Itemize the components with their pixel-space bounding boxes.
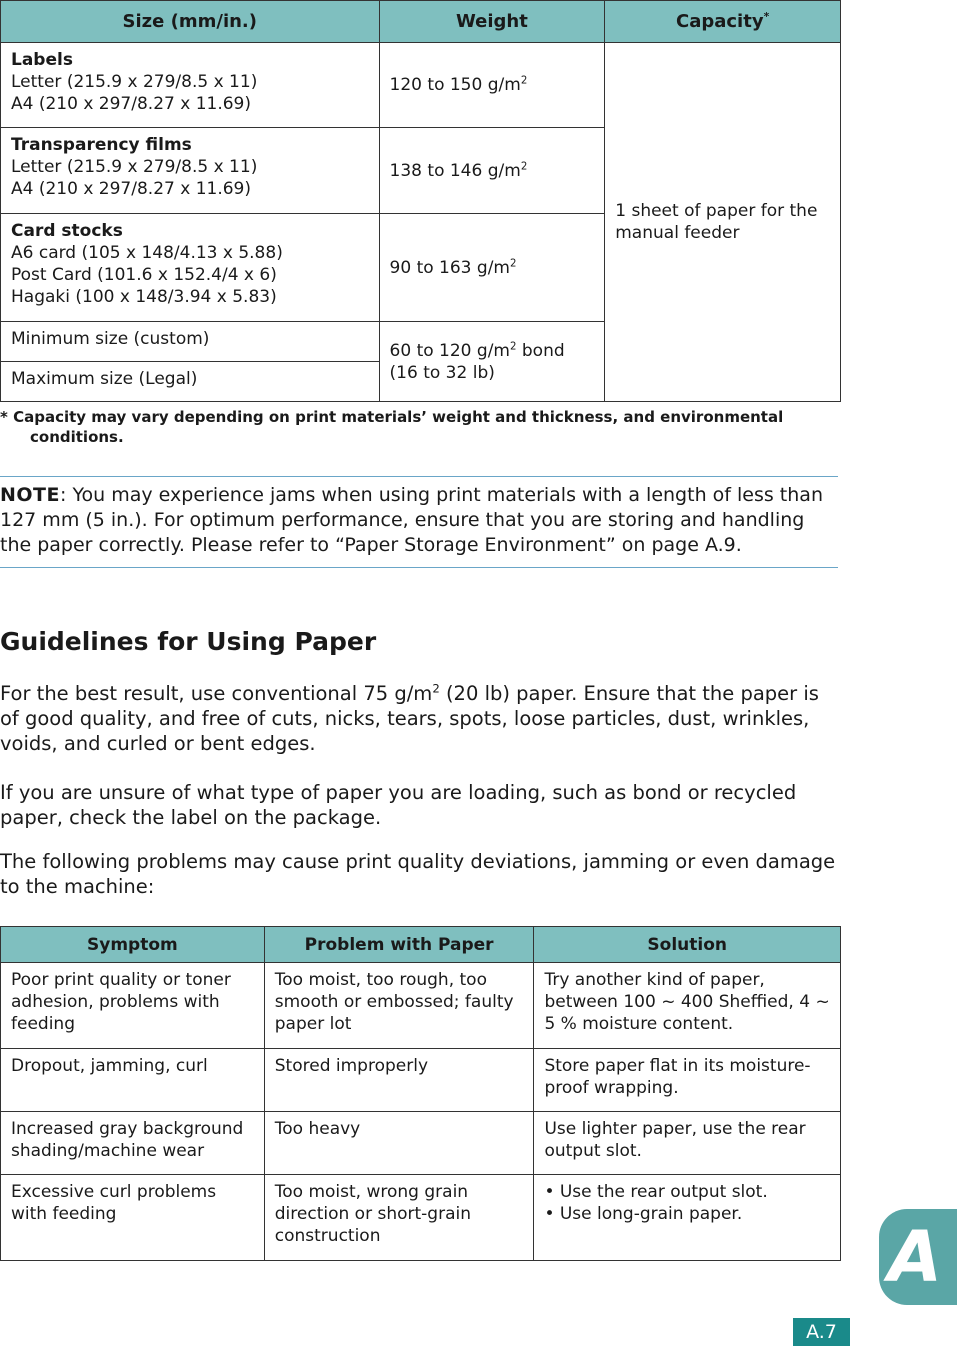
note-label: NOTE xyxy=(0,484,60,506)
transparency-size-letter: Letter (215.9 x 279/8.5 x 11) xyxy=(11,157,258,177)
symptom-cell: Excessive curl problems with feeding xyxy=(1,1175,265,1261)
table-row xyxy=(1,963,841,1049)
header-weight: Weight xyxy=(379,1,605,43)
header-solution: Solution xyxy=(534,927,841,963)
minimum-size-cell: Minimum size (custom) xyxy=(1,322,380,362)
solution-bullet: • Use the rear output slot. xyxy=(544,1182,768,1202)
header-problem: Problem with Paper xyxy=(264,927,534,963)
solution-bullet-list xyxy=(544,1181,830,1225)
capacity-cell: 1 sheet of paper for the manual feeder xyxy=(605,43,841,402)
solution-bullet: • Use long-grain paper. xyxy=(544,1204,743,1224)
min-max-weight-bond: bond xyxy=(516,340,565,361)
problem-cell: Too moist, too rough, too smooth or embossed; faulty paper lot xyxy=(264,963,534,1049)
labels-size-cell xyxy=(1,43,380,128)
solution-cell: Use lighter paper, use the rear output slot. xyxy=(534,1112,841,1175)
paper-problems-table xyxy=(0,926,841,1261)
maximum-size-cell: Maximum size (Legal) xyxy=(1,362,380,402)
table-row xyxy=(1,1112,841,1175)
symptom-cell: Poor print quality or toner adhesion, problems with feeding xyxy=(1,963,265,1049)
labels-title: Labels xyxy=(11,50,73,70)
header-symptom: Symptom xyxy=(1,927,265,963)
p1-text-b: (20 lb) paper. Ensure that the paper is of good quality, and free of cuts, nicks, tears, spots, loose particles, dust, wrinkles, voids, and curled or bent edges. xyxy=(0,682,819,755)
footnote-asterisk: * xyxy=(0,408,14,426)
media-size-table xyxy=(0,0,841,402)
min-max-weight-lb: (16 to 32 lb) xyxy=(389,362,495,383)
solution-cell: Store paper flat in its moisture-proof wrapping. xyxy=(534,1049,841,1112)
table-row xyxy=(1,1049,841,1112)
cards-title: Card stocks xyxy=(11,221,123,241)
cards-size-a6: A6 card (105 x 148/4.13 x 5.88) xyxy=(11,243,283,263)
labels-weight: 120 to 150 g/m xyxy=(389,75,521,95)
cards-size-hagaki: Hagaki (100 x 148/3.94 x 5.83) xyxy=(11,287,277,307)
transparency-size-cell xyxy=(1,128,380,214)
cards-weight-exponent: 2 xyxy=(509,257,517,269)
min-max-weight: 60 to 120 g/m xyxy=(389,340,510,361)
table-row xyxy=(1,1175,841,1261)
p1-exponent: 2 xyxy=(432,681,440,696)
problem-cell: Stored improperly xyxy=(264,1049,534,1112)
problems-table-header-row xyxy=(1,927,841,963)
labels-weight-cell xyxy=(379,43,605,128)
problem-cell: Too moist, wrong grain direction or short-grain construction xyxy=(264,1175,534,1261)
symptom-cell: Dropout, jamming, curl xyxy=(1,1049,265,1112)
p1-text-a: For the best result, use conventional 75 g/m xyxy=(0,682,433,705)
paragraph-conventional-paper xyxy=(0,681,840,756)
cards-size-cell xyxy=(1,214,380,322)
labels-size-a4: A4 (210 x 297/8.27 x 11.69) xyxy=(11,94,251,114)
labels-weight-exponent: 2 xyxy=(520,75,528,87)
capacity-asterisk: * xyxy=(763,10,770,23)
page-number: A.7 xyxy=(793,1318,850,1346)
chapter-tab: A xyxy=(879,1209,957,1305)
min-max-weight-exponent: 2 xyxy=(509,340,517,352)
note-text: : You may experience jams when using print materials with a length of less than 127 mm (5 in.). For optimum performance, ensure that you are storing and handling the paper correctly. Please refer to “Paper Storage Environment” on page A.9. xyxy=(0,484,823,556)
section-heading: Guidelines for Using Paper xyxy=(0,627,377,656)
paragraph-unsure-paper: If you are unsure of what type of paper you are loading, such as bond or recycled paper, check the label on the package. xyxy=(0,781,797,829)
capacity-footnote xyxy=(0,407,830,447)
paragraph-problems-intro: The following problems may cause print quality deviations, jamming or even damage to the machine: xyxy=(0,850,836,898)
transparency-weight: 138 to 146 g/m xyxy=(389,160,521,181)
transparency-size-a4: A4 (210 x 297/8.27 x 11.69) xyxy=(11,179,251,199)
header-size: Size (mm/in.) xyxy=(1,1,380,43)
cards-weight: 90 to 163 g/m xyxy=(389,257,510,278)
header-capacity xyxy=(605,1,841,43)
problem-cell: Too heavy xyxy=(264,1112,534,1175)
header-capacity-label: Capacity xyxy=(676,11,764,32)
transparency-weight-cell xyxy=(379,128,605,214)
media-table-header-row xyxy=(1,1,841,43)
transparency-weight-exponent: 2 xyxy=(520,160,528,172)
transparency-title: Transparency films xyxy=(11,135,192,155)
symptom-cell: Increased gray background shading/machine wear xyxy=(1,1112,265,1175)
min-max-weight-cell xyxy=(379,322,605,402)
note-box xyxy=(0,476,838,568)
cards-size-postcard: Post Card (101.6 x 152.4/4 x 6) xyxy=(11,265,277,285)
solution-cell xyxy=(534,1175,841,1261)
cards-weight-cell xyxy=(379,214,605,322)
solution-cell: Try another kind of paper, between 100 ~ 400 Sheffied, 4 ~ 5 % moisture content. xyxy=(534,963,841,1049)
footnote-text: Capacity may vary depending on print materials’ weight and thickness, and environmental conditions. xyxy=(13,408,784,446)
labels-size-letter: Letter (215.9 x 279/8.5 x 11) xyxy=(11,72,258,92)
table-row-labels xyxy=(1,43,841,128)
